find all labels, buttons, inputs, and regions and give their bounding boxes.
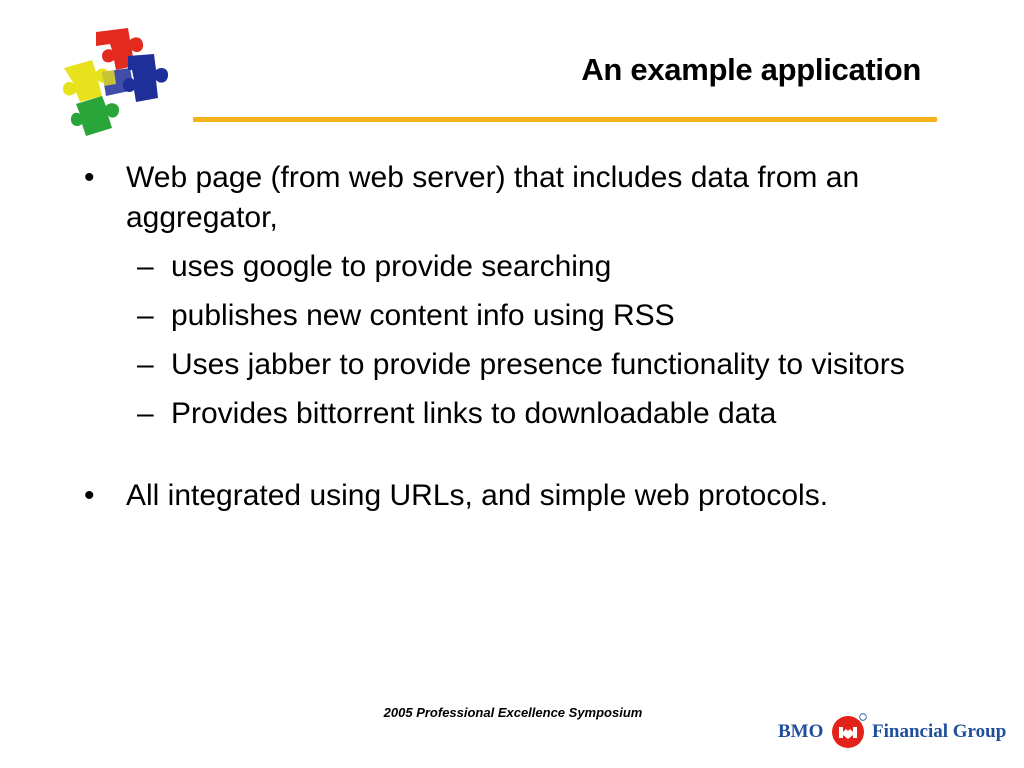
sub-bullet-text: publishes new content info using RSS	[171, 299, 675, 332]
dash-mark: –	[137, 299, 154, 332]
sub-bullet-item	[84, 247, 934, 287]
footer-event-text: 2005 Professional Excellence Symposium	[383, 705, 643, 720]
slide-title: An example application	[581, 52, 921, 87]
spacer	[84, 434, 934, 476]
dash-mark: –	[137, 348, 154, 381]
sub-bullet-item	[84, 345, 934, 385]
brand-left-text: BMO	[778, 721, 824, 742]
slide-body	[84, 158, 934, 516]
bullet-mark: •	[84, 479, 95, 512]
bullet-item	[84, 476, 934, 516]
bullet-text: All integrated using URLs, and simple web protocols.	[126, 479, 829, 512]
dash-mark: –	[137, 397, 154, 430]
bullet-mark: •	[84, 161, 95, 194]
brand-right-text: Financial Group	[872, 721, 1007, 742]
title-underline	[193, 117, 937, 122]
brand-logo	[778, 713, 1018, 753]
sub-bullet-text: Uses jabber to provide presence functionality to visitors	[171, 348, 905, 381]
bmo-roundel-icon	[831, 713, 867, 749]
bullet-text: Web page (from web server) that includes data from an aggregator,	[126, 161, 860, 234]
sub-bullet-item	[84, 394, 934, 434]
dash-mark: –	[137, 250, 154, 283]
sub-bullet-item	[84, 296, 934, 336]
sub-bullet-text: Provides bittorrent links to downloadable data	[171, 397, 777, 430]
bullet-item	[84, 158, 934, 238]
sub-bullet-text: uses google to provide searching	[171, 250, 612, 283]
puzzle-pieces-icon	[58, 26, 174, 142]
